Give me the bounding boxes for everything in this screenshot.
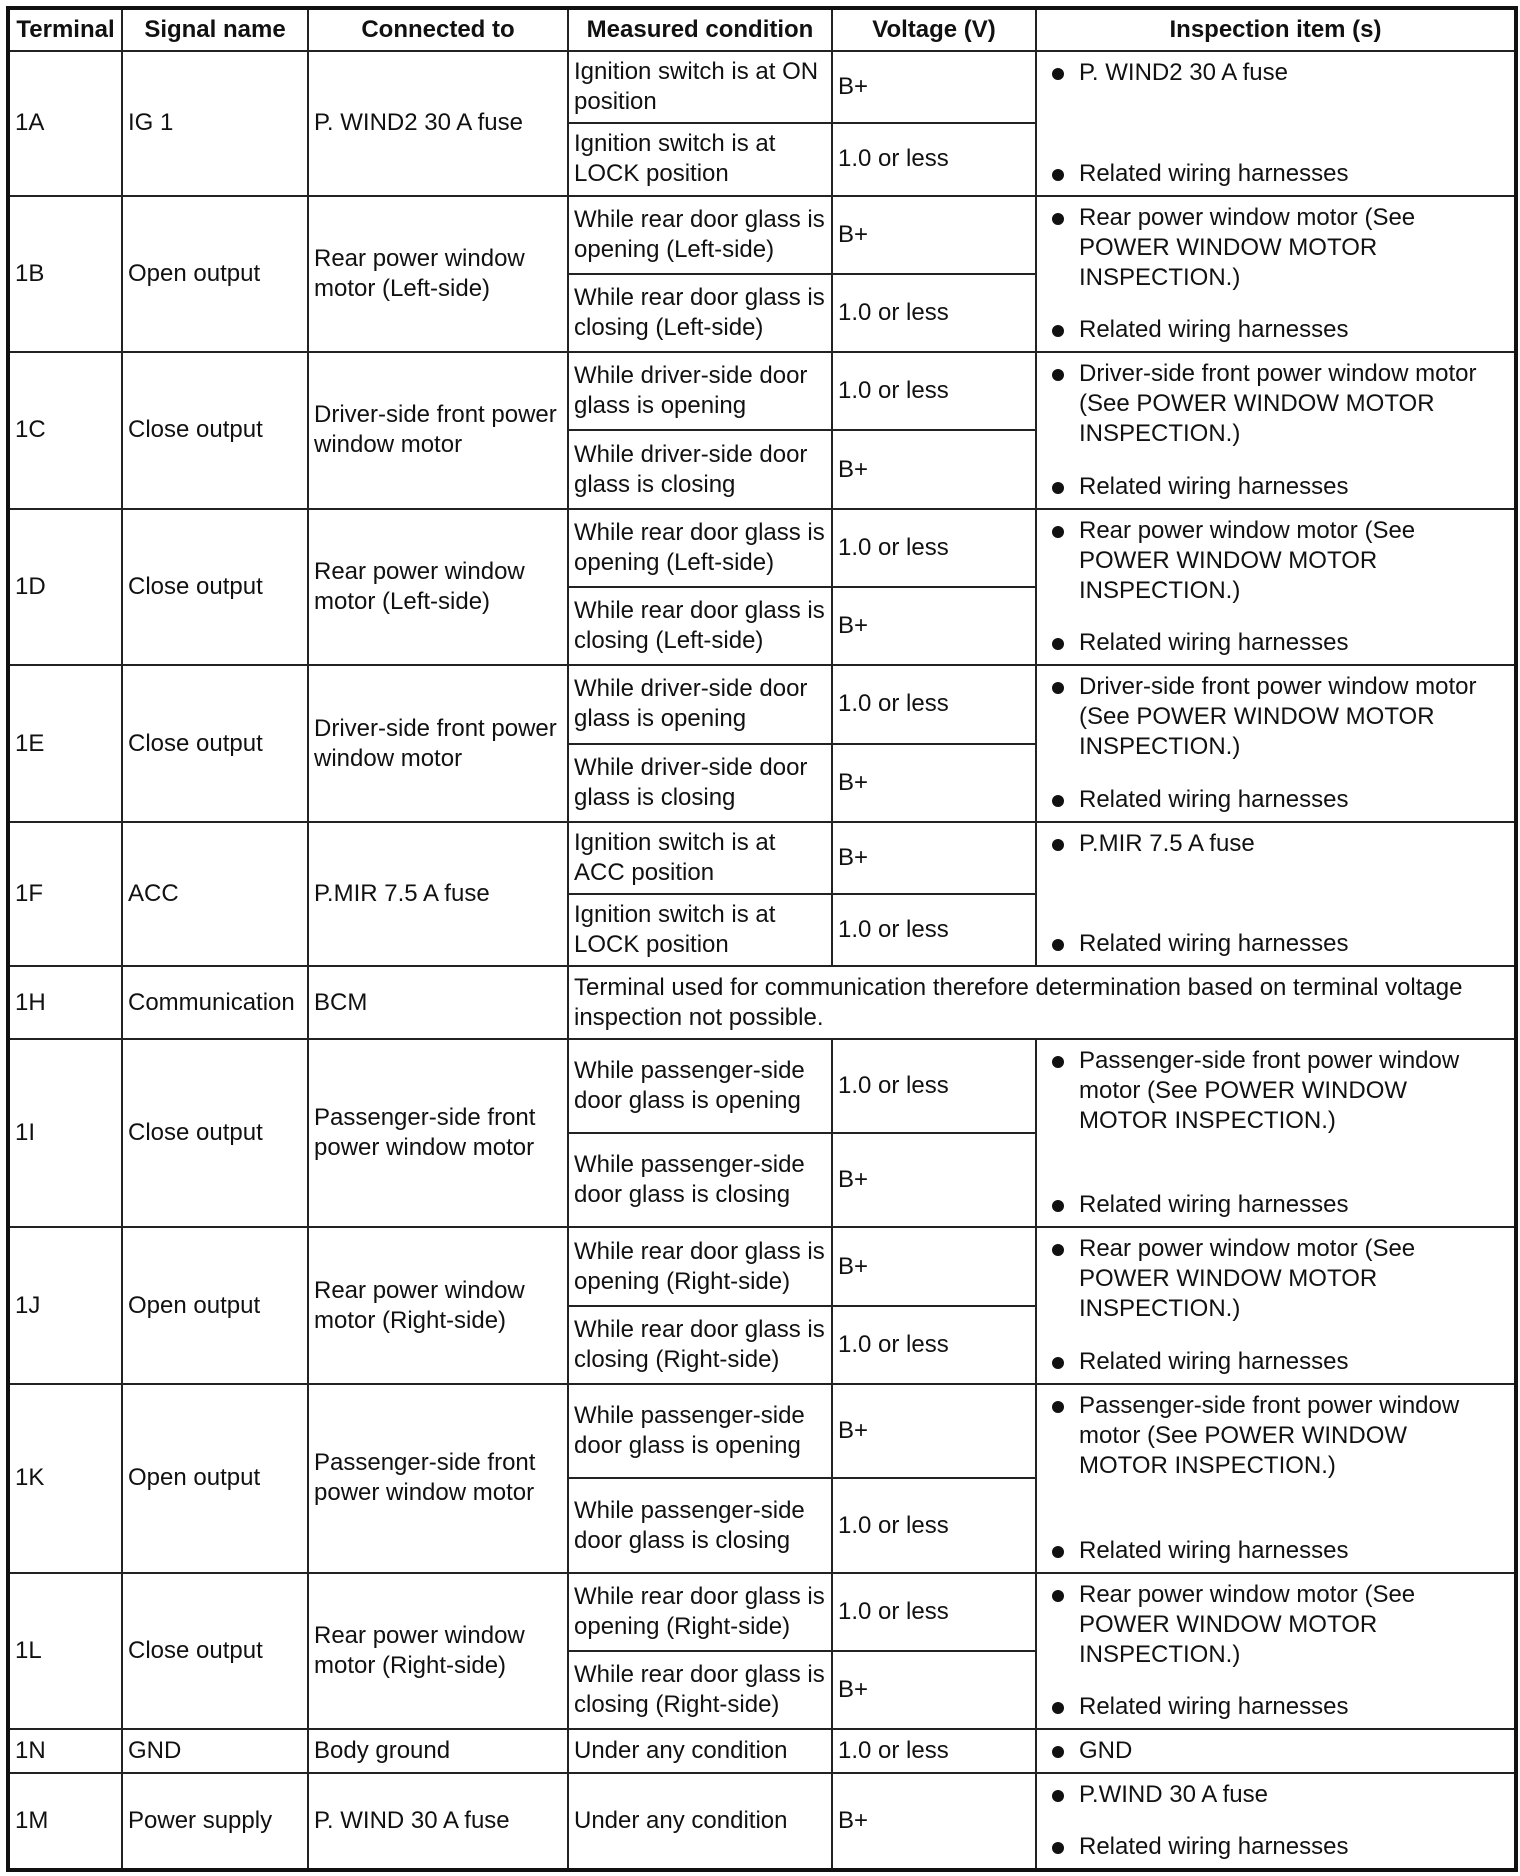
inspection-list [1079, 58, 1502, 189]
voltage-cell: 1.0 or less [832, 1039, 1036, 1133]
terminal-cell: 1L [8, 1573, 122, 1730]
table-row [8, 1384, 1516, 1478]
table-row [8, 1573, 1516, 1651]
inspection-list [1079, 1391, 1502, 1566]
inspection-item: Related wiring harnesses [1079, 628, 1502, 658]
inspection-item: Driver-side front power window motor (See POWER WINDOW MOTOR INSPECTION.) [1079, 359, 1502, 449]
inspection-items-cell [1036, 1773, 1516, 1870]
signal-name-cell: GND [122, 1729, 308, 1773]
measured-condition-cell: Under any condition [568, 1773, 832, 1870]
terminal-cell: 1H [8, 966, 122, 1038]
header-measured-condition: Measured condition [568, 8, 832, 51]
table-row [8, 1039, 1516, 1133]
table-row [8, 51, 1516, 123]
measured-condition-cell: While passenger-side door glass is opening [568, 1039, 832, 1133]
inspection-item: Rear power window motor (See POWER WINDOW MOTOR INSPECTION.) [1079, 1580, 1502, 1670]
table-row [8, 509, 1516, 587]
inspection-list [1079, 829, 1502, 960]
table-row [8, 966, 1516, 1038]
measured-condition-cell: Ignition switch is at LOCK position [568, 894, 832, 966]
measured-condition-cell: While rear door glass is closing (Right-side) [568, 1651, 832, 1729]
note-cell: Terminal used for communication therefore determination based on terminal voltage inspection not possible. [568, 966, 1516, 1038]
connected-to-cell: P. WIND2 30 A fuse [308, 51, 568, 196]
voltage-cell: B+ [832, 51, 1036, 123]
terminal-cell: 1I [8, 1039, 122, 1228]
inspection-item: Driver-side front power window motor (See POWER WINDOW MOTOR INSPECTION.) [1079, 672, 1502, 762]
terminal-cell: 1F [8, 822, 122, 967]
terminal-cell: 1J [8, 1227, 122, 1384]
connected-to-cell: P.MIR 7.5 A fuse [308, 822, 568, 967]
signal-name-cell: Open output [122, 196, 308, 353]
measured-condition-cell: While passenger-side door glass is opening [568, 1384, 832, 1478]
inspection-item: Related wiring harnesses [1079, 159, 1502, 189]
inspection-item: Related wiring harnesses [1079, 1536, 1502, 1566]
inspection-item: Rear power window motor (See POWER WINDOW MOTOR INSPECTION.) [1079, 1234, 1502, 1324]
terminal-cell: 1N [8, 1729, 122, 1773]
signal-name-cell: IG 1 [122, 51, 308, 196]
signal-name-cell: Close output [122, 1573, 308, 1730]
signal-name-cell: Close output [122, 509, 308, 666]
inspection-items-cell [1036, 822, 1516, 967]
inspection-item: P.MIR 7.5 A fuse [1079, 829, 1502, 859]
inspection-items-cell [1036, 1227, 1516, 1384]
voltage-cell: B+ [832, 1384, 1036, 1478]
signal-name-cell: Communication [122, 966, 308, 1038]
voltage-cell: B+ [832, 1227, 1036, 1305]
terminal-cell: 1D [8, 509, 122, 666]
signal-name-cell: Close output [122, 352, 308, 509]
voltage-cell: 1.0 or less [832, 123, 1036, 195]
connected-to-cell: Passenger-side front power window motor [308, 1384, 568, 1573]
inspection-item: P. WIND2 30 A fuse [1079, 58, 1502, 88]
measured-condition-cell: While rear door glass is closing (Left-side) [568, 274, 832, 352]
header-inspection-items: Inspection item (s) [1036, 8, 1516, 51]
signal-name-cell: Close output [122, 665, 308, 822]
measured-condition-cell: While passenger-side door glass is closing [568, 1133, 832, 1227]
header-terminal: Terminal [8, 8, 122, 51]
signal-name-cell: Power supply [122, 1773, 308, 1870]
inspection-list [1079, 516, 1502, 659]
connected-to-cell: Driver-side front power window motor [308, 665, 568, 822]
inspection-items-cell [1036, 1573, 1516, 1730]
terminal-cell: 1M [8, 1773, 122, 1870]
measured-condition-cell: While rear door glass is opening (Left-side) [568, 196, 832, 274]
voltage-cell: 1.0 or less [832, 894, 1036, 966]
signal-name-cell: Close output [122, 1039, 308, 1228]
connected-to-cell: Rear power window motor (Right-side) [308, 1573, 568, 1730]
signal-name-cell: ACC [122, 822, 308, 967]
inspection-items-cell [1036, 509, 1516, 666]
inspection-item: Related wiring harnesses [1079, 1692, 1502, 1722]
measured-condition-cell: While rear door glass is closing (Right-side) [568, 1306, 832, 1384]
header-signal-name: Signal name [122, 8, 308, 51]
table-row [8, 1227, 1516, 1305]
measured-condition-cell: While rear door glass is opening (Left-side) [568, 509, 832, 587]
inspection-items-cell [1036, 1729, 1516, 1773]
inspection-item: Related wiring harnesses [1079, 785, 1502, 815]
inspection-item: Related wiring harnesses [1079, 929, 1502, 959]
inspection-list [1079, 1046, 1502, 1221]
connected-to-cell: Rear power window motor (Left-side) [308, 509, 568, 666]
voltage-cell: B+ [832, 587, 1036, 665]
measured-condition-cell: While driver-side door glass is closing [568, 744, 832, 822]
voltage-cell: 1.0 or less [832, 274, 1036, 352]
inspection-item: Related wiring harnesses [1079, 472, 1502, 502]
connected-to-cell: Rear power window motor (Left-side) [308, 196, 568, 353]
voltage-cell: 1.0 or less [832, 1573, 1036, 1651]
inspection-item: Passenger-side front power window motor (See POWER WINDOW MOTOR INSPECTION.) [1079, 1046, 1502, 1136]
measured-condition-cell: Under any condition [568, 1729, 832, 1773]
inspection-items-cell [1036, 196, 1516, 353]
inspection-list [1079, 1580, 1502, 1723]
signal-name-cell: Open output [122, 1384, 308, 1573]
voltage-cell: B+ [832, 1773, 1036, 1870]
inspection-item: Related wiring harnesses [1079, 1347, 1502, 1377]
inspection-item: Related wiring harnesses [1079, 315, 1502, 345]
inspection-item: Rear power window motor (See POWER WINDOW MOTOR INSPECTION.) [1079, 203, 1502, 293]
voltage-cell: 1.0 or less [832, 509, 1036, 587]
measured-condition-cell: Ignition switch is at ON position [568, 51, 832, 123]
terminal-cell: 1B [8, 196, 122, 353]
measured-condition-cell: Ignition switch is at LOCK position [568, 123, 832, 195]
measured-condition-cell: While driver-side door glass is opening [568, 665, 832, 743]
connected-to-cell: Rear power window motor (Right-side) [308, 1227, 568, 1384]
connected-to-cell: Body ground [308, 1729, 568, 1773]
table-row [8, 822, 1516, 894]
inspection-items-cell [1036, 1039, 1516, 1228]
inspection-list [1079, 359, 1502, 502]
inspection-item: P.WIND 30 A fuse [1079, 1780, 1502, 1810]
voltage-cell: 1.0 or less [832, 665, 1036, 743]
measured-condition-cell: While rear door glass is opening (Right-side) [568, 1573, 832, 1651]
terminal-voltage-table [6, 6, 1518, 1872]
voltage-cell: 1.0 or less [832, 1729, 1036, 1773]
header-voltage: Voltage (V) [832, 8, 1036, 51]
inspection-list [1079, 1736, 1502, 1766]
terminal-cell: 1E [8, 665, 122, 822]
inspection-item: Related wiring harnesses [1079, 1190, 1502, 1220]
measured-condition-cell: While driver-side door glass is closing [568, 430, 832, 508]
table-row [8, 352, 1516, 430]
inspection-list [1079, 1234, 1502, 1377]
voltage-cell: B+ [832, 822, 1036, 894]
inspection-items-cell [1036, 1384, 1516, 1573]
header-row [8, 8, 1516, 51]
table-row [8, 665, 1516, 743]
connected-to-cell: Passenger-side front power window motor [308, 1039, 568, 1228]
voltage-cell: 1.0 or less [832, 1306, 1036, 1384]
measured-condition-cell: While rear door glass is opening (Right-side) [568, 1227, 832, 1305]
voltage-cell: B+ [832, 1651, 1036, 1729]
inspection-item: Passenger-side front power window motor (See POWER WINDOW MOTOR INSPECTION.) [1079, 1391, 1502, 1481]
voltage-cell: B+ [832, 744, 1036, 822]
voltage-cell: B+ [832, 430, 1036, 508]
inspection-item: Rear power window motor (See POWER WINDOW MOTOR INSPECTION.) [1079, 516, 1502, 606]
inspection-list [1079, 1780, 1502, 1862]
table-row [8, 1773, 1516, 1870]
measured-condition-cell: While rear door glass is closing (Left-side) [568, 587, 832, 665]
terminal-cell: 1C [8, 352, 122, 509]
inspection-item: GND [1079, 1736, 1502, 1766]
measured-condition-cell: Ignition switch is at ACC position [568, 822, 832, 894]
connected-to-cell: BCM [308, 966, 568, 1038]
connected-to-cell: P. WIND 30 A fuse [308, 1773, 568, 1870]
inspection-items-cell [1036, 665, 1516, 822]
voltage-cell: 1.0 or less [832, 352, 1036, 430]
table-row [8, 1729, 1516, 1773]
inspection-list [1079, 203, 1502, 346]
inspection-list [1079, 672, 1502, 815]
inspection-items-cell [1036, 352, 1516, 509]
header-connected-to: Connected to [308, 8, 568, 51]
voltage-cell: B+ [832, 196, 1036, 274]
connected-to-cell: Driver-side front power window motor [308, 352, 568, 509]
measured-condition-cell: While passenger-side door glass is closing [568, 1478, 832, 1572]
voltage-cell: 1.0 or less [832, 1478, 1036, 1572]
terminal-cell: 1A [8, 51, 122, 196]
table-row [8, 196, 1516, 274]
measured-condition-cell: While driver-side door glass is opening [568, 352, 832, 430]
terminal-cell: 1K [8, 1384, 122, 1573]
signal-name-cell: Open output [122, 1227, 308, 1384]
inspection-item: Related wiring harnesses [1079, 1832, 1502, 1862]
voltage-cell: B+ [832, 1133, 1036, 1227]
inspection-items-cell [1036, 51, 1516, 196]
